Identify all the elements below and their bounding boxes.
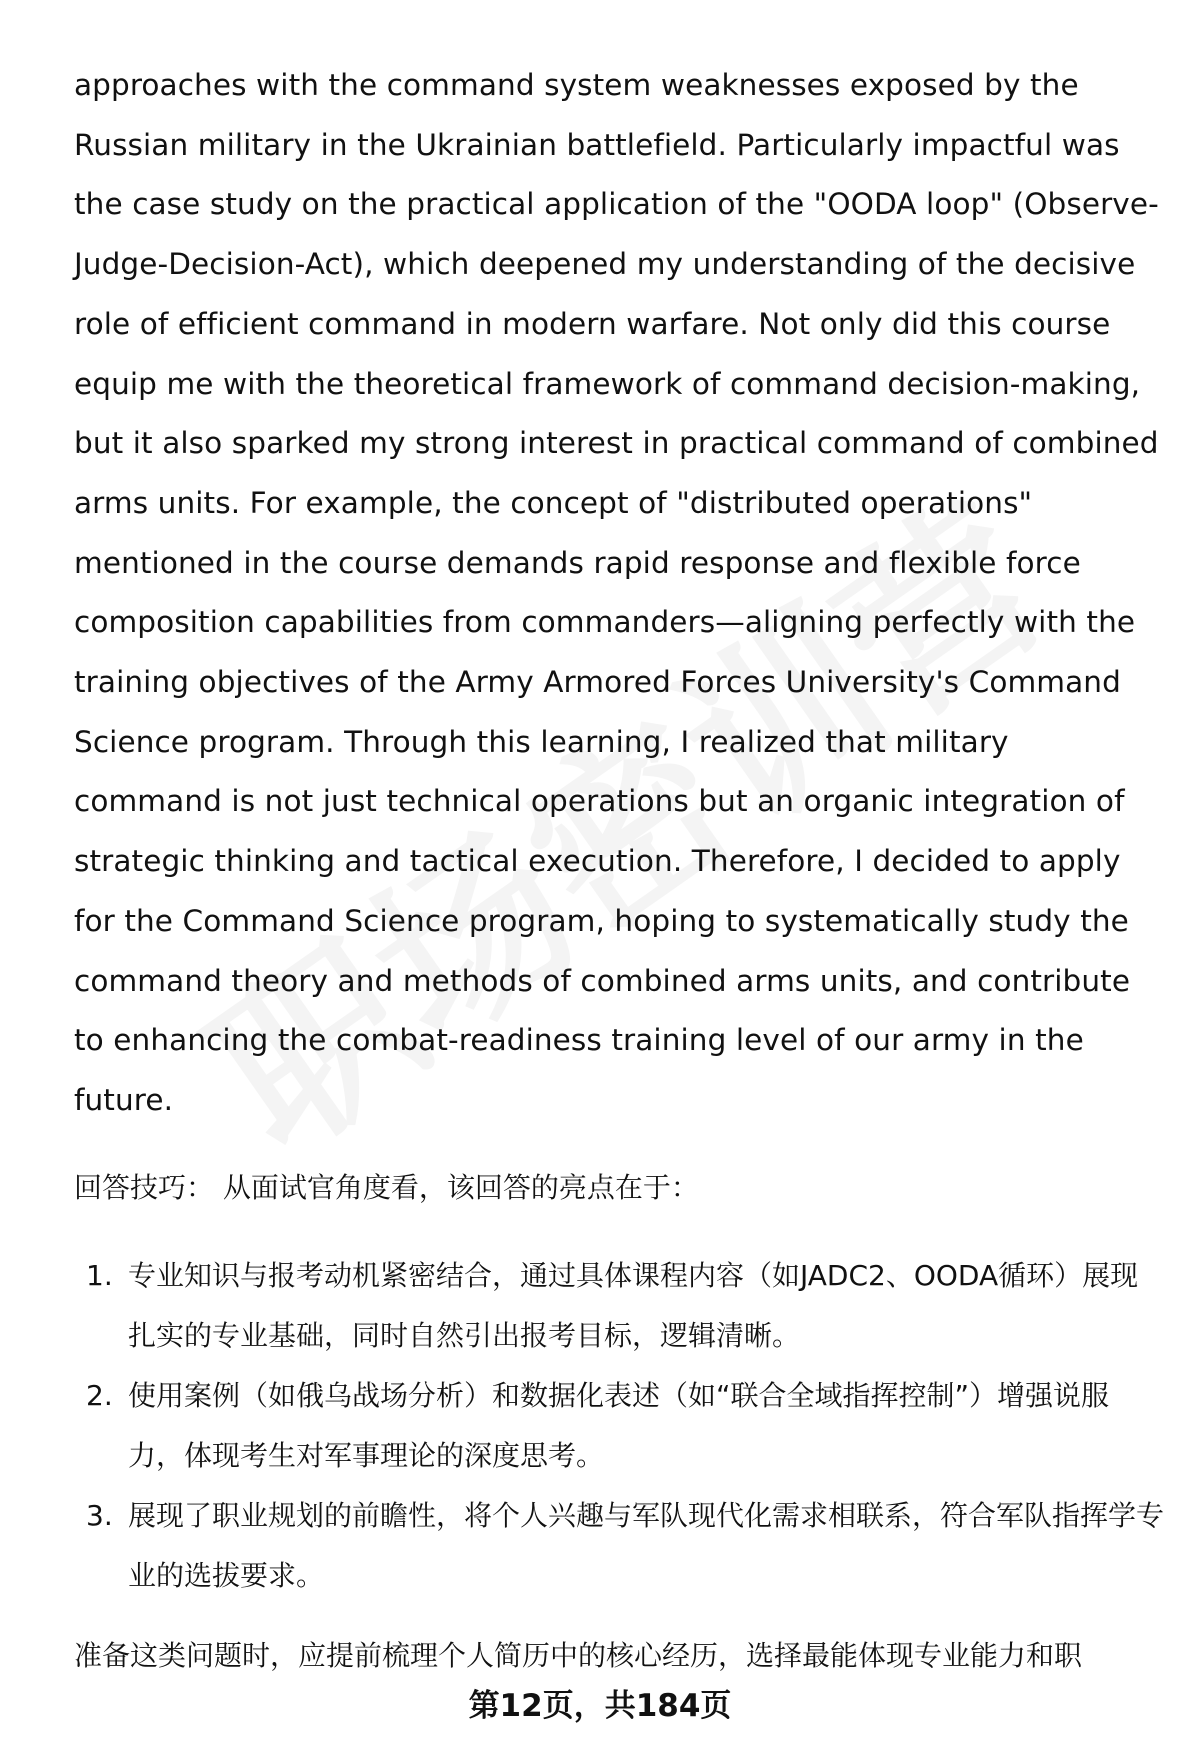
tips-heading: 回答技巧： 从面试官角度看，该回答的亮点在于： — [74, 1170, 699, 1204]
list-item — [74, 1246, 1164, 1366]
page-number-footer: 第12页，共184页 — [468, 1688, 732, 1724]
closing-paragraph: 准备这类问题时，应提前梳理个人简历中的核心经历，选择最能体现专业能力和职 — [74, 1638, 1083, 1672]
list-item-number: 3. — [86, 1498, 113, 1532]
list-item — [74, 1486, 1164, 1606]
list-item-text: 专业知识与报考动机紧密结合，通过具体课程内容（如JADC2、OODA循环）展现扎实的专业基础，同时自然引出报考目标，逻辑清晰。 — [128, 1258, 1139, 1352]
list-item-text: 展现了职业规划的前瞻性，将个人兴趣与军队现代化需求相联系，符合军队指挥学专业的选拔要求。 — [128, 1498, 1165, 1592]
english-paragraph: approaches with the command system weaknesses exposed by the Russian military in the Ukrainian battlefield. Particularly impactful was the case study on the practical application of the "OODA loop" (Observe-Judge-Decision-Act), which deepened my understanding of the decisive role of efficient command in modern warfare. Not only did this course equip me with the theoretical framework of command decision-making, but it also sparked my strong interest in practical command of combined arms units. For example, the concept of "distributed operations" mentioned in the course demands rapid response and flexible force composition capabilities from commanders—aligning perfectly with the training objectives of the Army Armored Forces University's Command Science program. Through this learning, I realized that military command is not just technical operations but an organic integration of strategic thinking and tactical execution. Therefore, I decided to apply for the Command Science program, hoping to systematically study the command theory and methods of combined arms units, and contribute to enhancing the combat-readiness training level of our army in the future. — [74, 68, 1159, 1117]
document-body — [74, 56, 1164, 1676]
list-item-number: 1. — [86, 1258, 113, 1292]
tips-list — [74, 1246, 1164, 1606]
list-item-text: 使用案例（如俄乌战场分析）和数据化表述（如“联合全域指挥控制”）增强说服力，体现考生对军事理论的深度思考。 — [128, 1378, 1110, 1472]
list-item — [74, 1366, 1164, 1486]
list-item-number: 2. — [86, 1378, 113, 1412]
